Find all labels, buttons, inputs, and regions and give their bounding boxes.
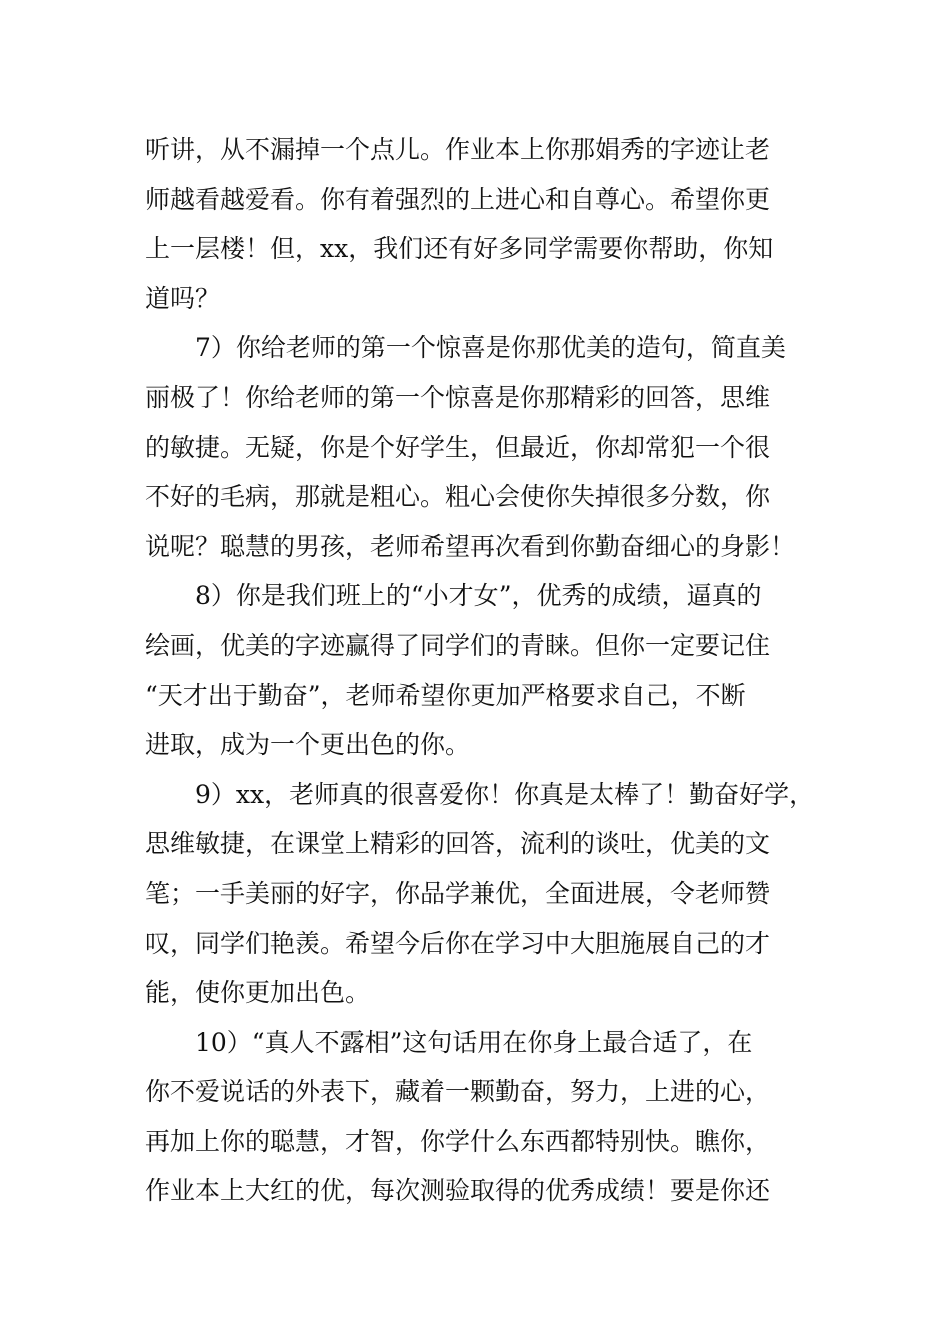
body-text (145, 125, 845, 1216)
text-line: 作业本上大红的优，每次测验取得的优秀成绩！要是你还 (145, 1176, 771, 1206)
paragraph-7-start: 7）你给老师的第一个惊喜是你那优美的造句，简直美 (195, 333, 786, 363)
text-line: 师越看越爱看。你有着强烈的上进心和自尊心。希望你更 (145, 184, 771, 214)
text-line: 绘画，优美的字迹赢得了同学们的青睐。但你一定要记住 (145, 630, 771, 660)
text-line: 上一层楼！但，xx，我们还有好多同学需要你帮助，你知 (145, 234, 774, 264)
text-line: 你不爱说话的外表下，藏着一颗勤奋，努力，上进的心， (145, 1077, 771, 1107)
text-line: 的敏捷。无疑，你是个好学生，但最近，你却常犯一个很 (145, 432, 771, 462)
text-line: 听讲，从不漏掉一个点儿。作业本上你那娟秀的字迹让老 (145, 135, 771, 164)
paragraph-8-start: 8）你是我们班上的“小才女”，优秀的成绩，逼真的 (195, 581, 762, 611)
text-line: 进取，成为一个更出色的你。 (145, 730, 471, 760)
text-line: 叹，同学们艳羡。希望今后你在学习中大胆施展自己的才 (145, 928, 771, 958)
text-line: 思维敏捷，在课堂上精彩的回答，流利的谈吐，优美的文 (145, 829, 771, 859)
text-line: “天才出于勤奋”，老师希望你更加严格要求自己，不断 (145, 680, 746, 710)
text-line: 说呢？聪慧的男孩，老师希望再次看到你勤奋细心的身影！ (145, 531, 796, 561)
text-line: 道吗？ (145, 283, 221, 313)
text-line: 不好的毛病，那就是粗心。粗心会使你失掉很多分数，你 (145, 482, 771, 512)
text-line: 再加上你的聪慧，才智，你学什么东西都特别快。瞧你， (145, 1126, 771, 1156)
text-line: 笔；一手美丽的好字，你品学兼优，全面进展，令老师赞 (145, 878, 771, 908)
paragraph-10-start: 10）“真人不露相”这句话用在你身上最合适了，在 (195, 1027, 753, 1057)
text-line: 丽极了！你给老师的第一个惊喜是你那精彩的回答，思维 (145, 382, 771, 412)
paragraph-9-start: 9）xx，老师真的很喜爱你！你真是太棒了！勤奋好学， (195, 779, 815, 809)
text-line: 能，使你更加出色。 (145, 978, 371, 1008)
